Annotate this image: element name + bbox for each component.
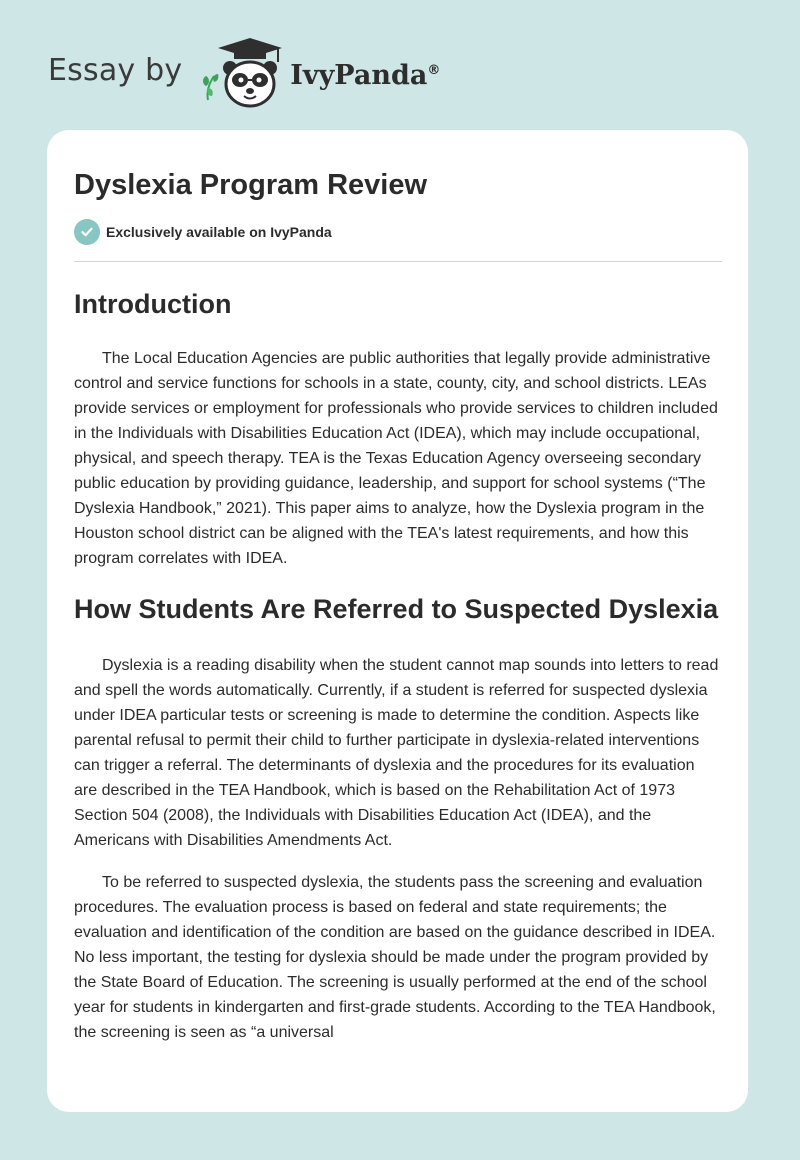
registered-mark: ® — [427, 62, 441, 78]
divider — [74, 261, 722, 262]
exclusive-badge-label: Exclusively available on IvyPanda — [106, 224, 332, 240]
essay-by-label: Essay by — [48, 52, 183, 88]
brand-name — [290, 60, 440, 91]
section-referral — [74, 589, 722, 1045]
paragraph: To be referred to suspected dyslexia, the students pass the screening and evaluation procedures. The evaluation process is based on federal and state requirements; the evaluation and identification of the condition are based on the guidance described in IDEA. No less important, the testing for dyslexia should be made under the program provided by the State Board of Education. The screening is usually performed at the end of the school year for students in kindergarten and first-grade students. According to the TEA Handbook, the screening is seen as “a universal — [74, 874, 716, 1041]
exclusive-badge — [74, 219, 722, 245]
brand-name-text: IvyPanda — [290, 59, 428, 91]
section-heading: How Students Are Referred to Suspected Dyslexia — [74, 594, 719, 624]
brand-header[interactable] — [48, 38, 440, 108]
section-heading: Introduction — [74, 289, 232, 319]
paragraph: Dyslexia is a reading disability when the student cannot map sounds into letters to read and spell the words automatically. Currently, if a student is referred for suspected dyslexia under IDEA particular tests or screening is made to determine the condition. Aspects like parental refusal to permit their child to further participate in dyslexia-related interventions can trigger a referral. The determinants of dyslexia and the procedures for its evaluation are described in the TEA Handbook, which is based on the Rehabilitation Act of 1973 Section 504 (2008), the Individuals with Disabilities Education Act (IDEA), and the Americans with Disabilities Amendments Act. — [74, 657, 719, 849]
page-title: Dyslexia Program Review — [74, 169, 428, 201]
checkmark-icon — [74, 219, 100, 245]
article-card — [47, 130, 748, 1112]
section-introduction — [74, 284, 722, 571]
paragraph: The Local Education Agencies are public authorities that legally provide administrative control and service functions for schools in a state, county, city, and school districts. LEAs provide services or employment for professionals who provide services to children included in the Individuals with Disabilities Education Act (IDEA), which may include occupational, physical, and speech therapy. TEA is the Texas Education Agency overseeing secondary public education by providing guidance, leadership, and support for school systems (“The Dyslexia Handbook,” 2021). This paper aims to analyze, how the Dyslexia program in the Houston school district can be aligned with the TEA's latest requirements, and how this program correlates with IDEA. — [74, 350, 718, 567]
panda-logo-icon — [200, 38, 284, 108]
